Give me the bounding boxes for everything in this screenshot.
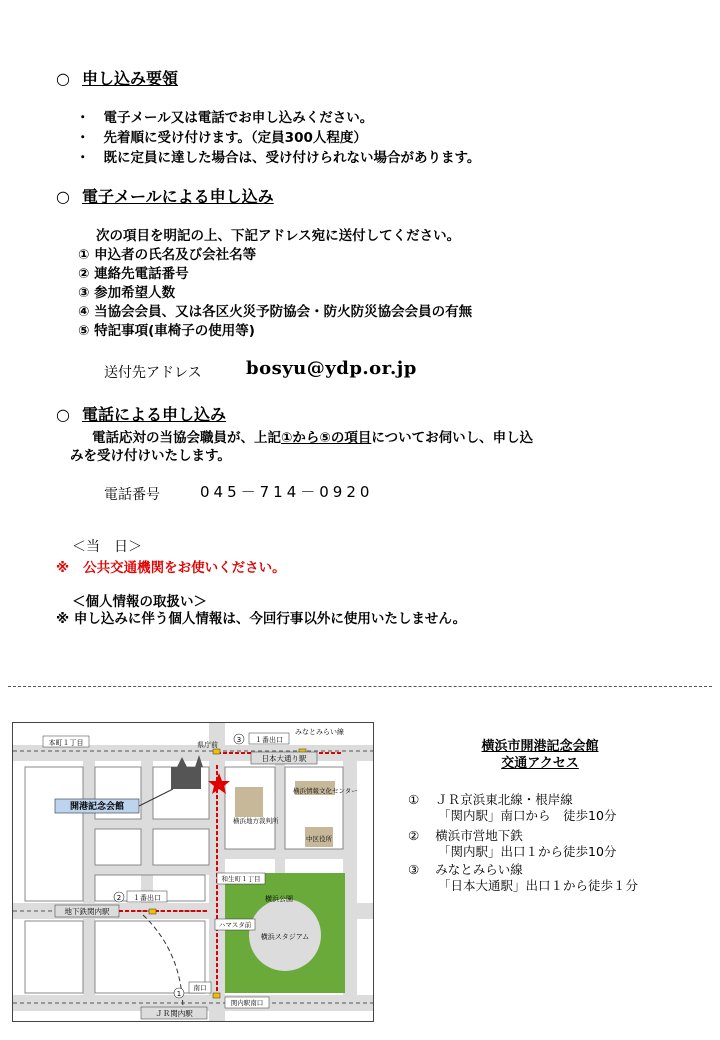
access-map	[12, 722, 374, 1022]
map-label-park: 横浜公園	[265, 895, 293, 903]
address-label: 送付先アドレス	[104, 365, 202, 381]
email-address[interactable]: bosyu@ydp.or.jp	[246, 358, 417, 379]
route-item: ③ みなとみらい線	[408, 862, 523, 877]
bullet-icon: ・	[76, 130, 90, 146]
section2-heading	[56, 184, 274, 207]
map-label-nakaku: 中区役所	[306, 835, 332, 843]
section3-heading	[56, 402, 226, 425]
section1-heading	[56, 66, 178, 89]
route-detail: 「関内駅」出口１から徒歩10分	[438, 844, 617, 859]
phone-label: 電話番号	[104, 487, 160, 503]
list-item: ④ 当協会会員、又は各区火災予防協会・防火防災協会会員の有無	[78, 304, 473, 320]
map-label-nihon-odori: 日本大通り駅	[261, 754, 307, 763]
map-label-subway: 地下鉄関内駅	[64, 907, 110, 916]
map-label-joho: 横浜情報文化センター	[293, 787, 358, 795]
route-detail: 「日本大通駅」出口１から徒歩１分	[438, 878, 639, 893]
section3-title: 電話による申し込み	[82, 405, 227, 424]
circle-mark-icon: ○	[56, 69, 70, 88]
items-reference: ①から⑤の項目	[281, 430, 372, 446]
phone-text-line2: みを受け付けいたします。	[70, 448, 231, 464]
circle-mark-icon: ○	[56, 405, 70, 424]
privacy-note: ※ 申し込みに伴う個人情報は、今回行事以外に使用いたしません。	[56, 611, 467, 627]
access-title-1: 横浜市開港記念会館	[481, 739, 599, 754]
map-label-stadium: 横浜スタジアム	[260, 933, 310, 941]
exit-number-2: 2	[116, 894, 122, 902]
exit-number-3: 3	[236, 736, 242, 744]
route-item: ② 横浜市営地下鉄	[408, 828, 523, 843]
map-label-kenchomae: 県庁前	[197, 741, 218, 749]
phone-number[interactable]: 045－714－0920	[200, 483, 374, 501]
day-label: ＜当 日＞	[72, 539, 142, 555]
map-label-honcho: 本町１丁目	[48, 739, 84, 747]
phone-text-line1: 電話応対の当協会職員が、上記①から⑤の項目についてお伺いし、申し込	[92, 430, 534, 446]
section1-title: 申し込み要領	[82, 69, 179, 88]
map-label-exit: １番出口	[133, 894, 161, 902]
route-detail: 「関内駅」南口から 徒歩10分	[438, 808, 617, 823]
privacy-label: ＜個人情報の取扱い＞	[72, 594, 207, 610]
map-label-kannai-minami: 関内駅南口	[230, 999, 264, 1007]
list-item: ・ 先着順に受け付けます。（定員300人程度）	[76, 130, 367, 146]
section2-title: 電子メールによる申し込み	[82, 187, 274, 206]
bullet-icon: ・	[76, 110, 90, 126]
map-label-minamiguchi: 南口	[193, 984, 207, 992]
list-item: ・ 電子メール又は電話でお申し込みください。	[76, 110, 374, 126]
circle-mark-icon: ○	[56, 187, 70, 206]
day-note: ※ 公共交通機関をお使いください。	[56, 560, 286, 576]
note-mark-icon: ※	[56, 560, 70, 576]
route-item: ① ＪＲ京浜東北線・根岸線	[408, 792, 573, 807]
map-label-wakaba: 和生町１丁目	[221, 875, 261, 883]
list-item: ② 連絡先電話番号	[78, 266, 189, 282]
map-label-court: 横浜地方裁判所	[233, 817, 279, 825]
list-item: ① 申込者の氏名及び会社名等	[78, 247, 257, 263]
exit-number-1: 1	[176, 990, 182, 998]
bullet-icon: ・	[76, 150, 90, 166]
court-building	[235, 787, 263, 817]
map-label-hamasuta: ハマスタ前	[218, 921, 252, 929]
map-label-minatomirai: みなとみらい線	[295, 728, 344, 736]
list-item: ・ 既に定員に達した場合は、受け付けられない場合があります。	[76, 150, 481, 166]
divider	[8, 686, 712, 687]
list-item: ⑤ 特記事項(車椅子の使用等)	[78, 323, 255, 339]
map-label-jr-kannai: ＪＲ関内駅	[155, 1009, 193, 1018]
email-intro: 次の項目を明記の上、下記アドレス宛に送付してください。	[96, 228, 461, 244]
map-label-exit: １番出口	[255, 736, 283, 744]
list-item: ③ 参加希望人数	[78, 285, 176, 301]
access-title-2: 交通アクセス	[501, 756, 579, 771]
map-label-kaikou: 開港記念会館	[69, 802, 125, 812]
